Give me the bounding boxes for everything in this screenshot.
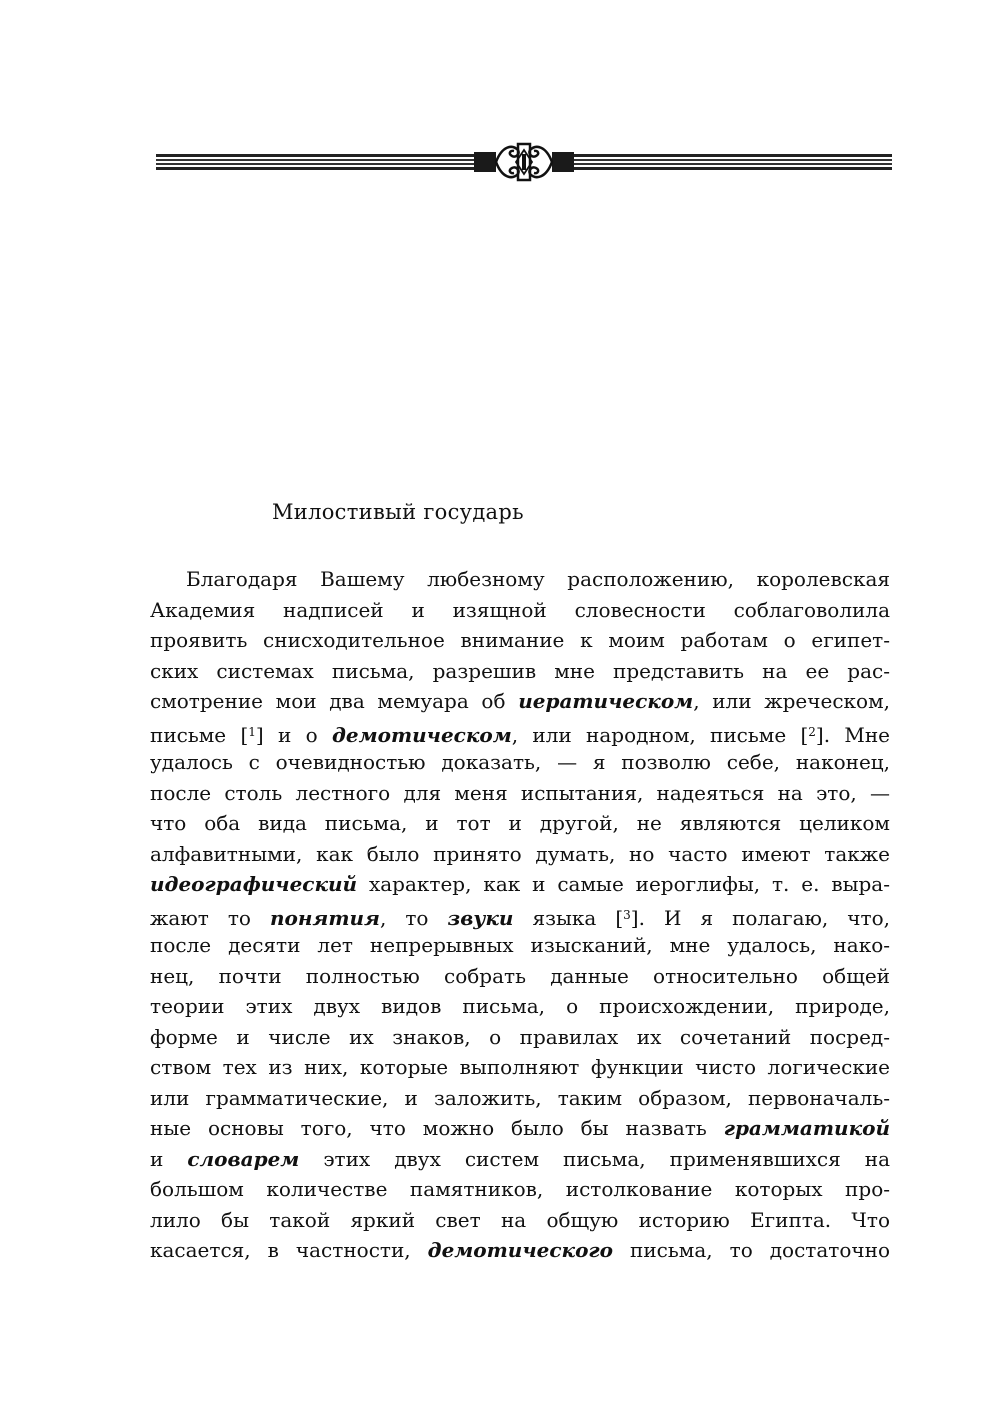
body-text xyxy=(150,564,890,1266)
text-line: теории этих двух видов письма, о происхождении, природе, xyxy=(150,994,890,1018)
text-run: и xyxy=(150,1146,188,1171)
text-run: . Мне xyxy=(823,722,891,747)
text-line xyxy=(150,1113,890,1144)
text-run: , или народном, письме xyxy=(511,722,801,747)
text-run: , то xyxy=(379,905,448,930)
text-line: проявить снисходительное внимание к моим работам о египет- xyxy=(150,628,890,652)
text-line: удалось с очевидностью доказать, — я позволю себе, наконец, xyxy=(150,750,890,774)
footnote-ref-2[interactable]: [$^2$] xyxy=(800,722,824,747)
salutation-heading: Милостивый государь xyxy=(272,500,524,524)
text-line xyxy=(150,686,890,717)
text-run: и о xyxy=(263,722,332,747)
text-line xyxy=(150,900,890,931)
text-line xyxy=(150,1144,890,1175)
emphasis-term: демотического xyxy=(427,1238,614,1262)
text-line: ских системах письма, разрешив мне представить на ее рас- xyxy=(150,658,890,683)
text-line: большом количестве памятников, истолкование которых про- xyxy=(150,1177,890,1201)
footnote-ref-3[interactable]: [$^3$] xyxy=(615,905,639,930)
text-line xyxy=(150,869,890,900)
text-line: что оба вида письма, и тот и другой, не являются целиком xyxy=(150,811,890,835)
text-run: языка xyxy=(513,905,616,930)
text-run: касается, в частности, xyxy=(150,1238,428,1262)
emphasis-term: понятия xyxy=(269,905,380,930)
emphasis-term: словарем xyxy=(187,1146,300,1171)
text-line: ством тех из них, которые выполняют функции чисто логические xyxy=(150,1055,890,1079)
emphasis-term: демотическом xyxy=(331,722,512,747)
text-line: алфавитными, как было принято думать, но часто имеют также xyxy=(150,841,890,866)
text-run: , или жреческом, xyxy=(693,689,890,713)
text-line: после десяти лет непрерывных изысканий, мне удалось, нако- xyxy=(150,933,890,957)
text-run: ные основы того, что можно было бы назвать xyxy=(150,1116,724,1140)
emphasis-term: грамматикой xyxy=(723,1116,890,1140)
ornament-rule-icon xyxy=(156,140,892,186)
text-line: Академия надписей и изящной словесности соблаговолила xyxy=(150,597,890,622)
text-line xyxy=(150,1235,890,1266)
text-line: лило бы такой яркий свет на общую историю Египта. Что xyxy=(150,1207,890,1232)
text-line: Благодаря Вашему любезному расположению, королевская xyxy=(186,567,890,591)
text-run: . И я полагаю, что, xyxy=(638,905,890,930)
emphasis-term: идеографический xyxy=(150,872,358,896)
emphasis-term: иератическом xyxy=(518,689,694,713)
text-line: форме и числе их знаков, о правилах их сочетаний посред- xyxy=(150,1024,890,1049)
text-line: нец, почти полностью собрать данные относительно общей xyxy=(150,963,890,988)
text-line: после столь лестного для меня испытания, надеяться на это, — xyxy=(150,780,890,805)
footnote-ref-1[interactable]: [$^1$] xyxy=(240,722,264,747)
emphasis-term: звуки xyxy=(447,905,514,930)
text-run: смотрение мои два мемуара об xyxy=(150,689,519,713)
text-run: этих двух систем письма, применявшихся на xyxy=(299,1146,890,1171)
text-line: или грамматические, и заложить, таким образом, первоначаль- xyxy=(150,1085,890,1110)
text-run: письме xyxy=(150,722,241,747)
text-line xyxy=(150,717,890,748)
text-run: письма, то достаточно xyxy=(613,1238,890,1262)
text-run: жают то xyxy=(150,905,270,930)
text-run: характер, как и самые иероглифы, т. е. выра- xyxy=(357,872,890,896)
